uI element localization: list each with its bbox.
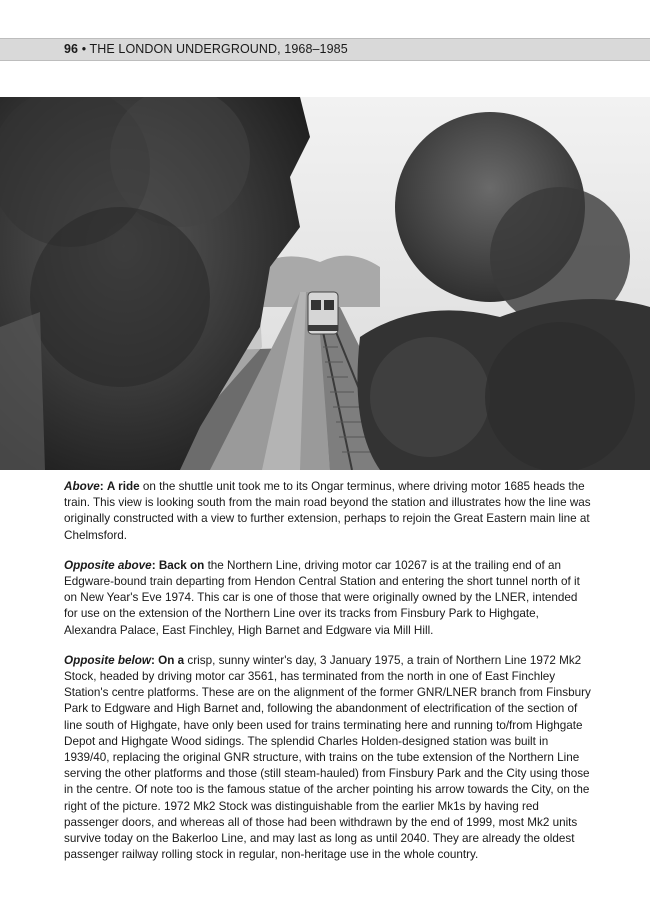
caption-block (64, 479, 592, 877)
running-title: THE LONDON UNDERGROUND, 1968–1985 (89, 42, 348, 56)
caption-lead: Back on (158, 558, 205, 572)
header-separator: • (81, 42, 87, 56)
caption-lead: A ride (106, 480, 140, 493)
page-number: 96 (64, 42, 79, 56)
caption-label: Above (64, 480, 100, 493)
caption-text: the Northern Line, driving motor car 10267 is at the trailing end of an Edgware-bound train departing from Hendon Central Station and entering the short tunnel north of it on New Year's Eve 1974. This car is one of those that were originally owned by the LNER, intended for use on the extension of the Northern Line over its tracks from Finsbury Park to Highgate, Alexandra Palace, East Finchley, High Barnet and Edgware via Mill Hill. (64, 558, 580, 637)
caption-opposite-below (64, 653, 592, 864)
caption-colon: : (99, 480, 104, 493)
caption-label: Opposite below (64, 653, 152, 667)
caption-text: crisp, sunny winter's day, 3 January 1975, a train of Northern Line 1972 Mk2 Stock, headed by driving motor car 3561, has terminated from the north in one of East Finchley Station's centre platforms. These are on the alignment of the former GNR/LNER branch from Finsbury Park to Edgware and High Barnet and, following the abandonment of electrification of the section of line south of Highgate, have only been used for trains terminating here and running to/from Highgate Depot and Highgate Wood sidings. The splendid Charles Holden-designed station was built in 1939/40, replacing the original GNR structure, with trains on the tube extension of the Northern Line serving the other platforms and those (still steam-hauled) from Finsbury Park and the City using those in the centre. Of note too is the famous statue of the archer pointing his arrow towards the City, on the right of the picture. 1972 Mk2 Stock was distinguishable from the earlier Mk1s by having red passenger doors, and whereas all of those had been withdrawn by the end of 1999, most Mk2 units survive today on the Bakerloo Line, and may last as long as until 2040. They are already the oldest passenger railway rolling stock in regular, non-heritage use in the whole country. (64, 653, 591, 862)
caption-lead: On a (158, 653, 185, 667)
caption-text: on the shuttle unit took me to its Ongar terminus, where driving motor 1685 heads the train. This view is looking south from the main road beyond the station and illustrates how the line was originally constructed with a view to further extension, perhaps to rejoin the Great Eastern main line at Chelmsford. (64, 480, 591, 542)
caption-above (64, 479, 592, 544)
railway-photograph (0, 97, 650, 470)
photo-illustration (0, 97, 650, 470)
caption-label: Opposite above (64, 558, 152, 572)
caption-colon: : (151, 558, 156, 572)
caption-opposite-above (64, 558, 592, 639)
running-header (0, 38, 650, 61)
caption-colon: : (151, 653, 155, 667)
